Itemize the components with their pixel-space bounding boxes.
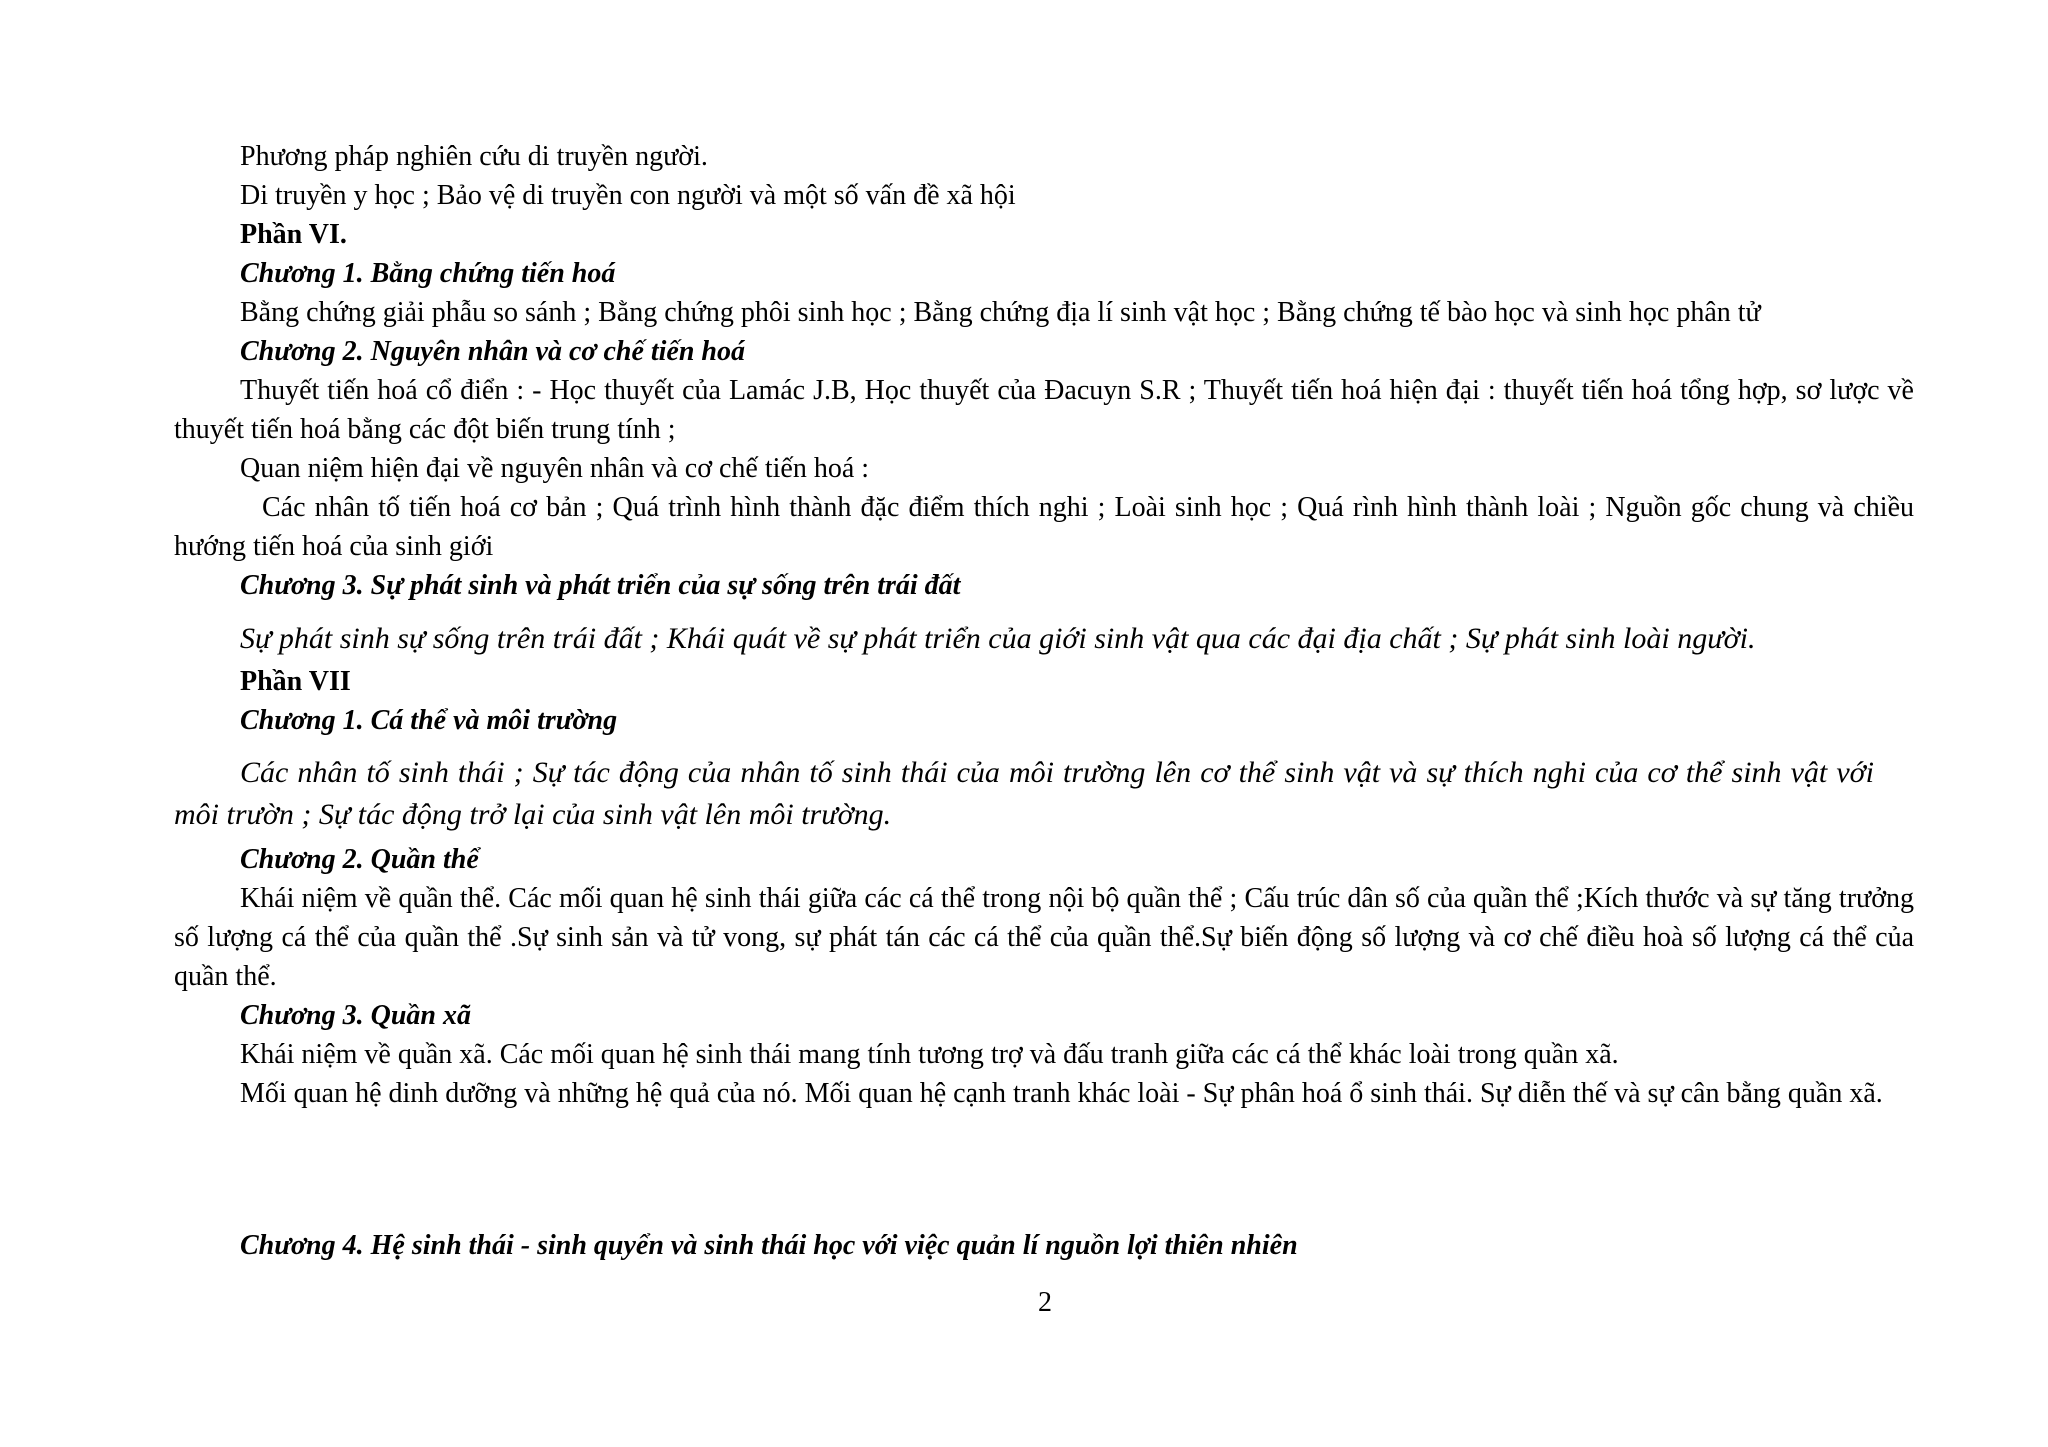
part-6-chapter-3-body: Sự phát sinh sự sống trên trái đất ; Khái quát về sự phát triển của giới sinh vật qua các đại địa chất ; Sự phát sinh loài người. <box>240 622 1756 655</box>
paragraph-medical-genetics: Di truyền y học ; Bảo vệ di truyền con người và một số vấn đề xã hội <box>240 180 1016 211</box>
part-6-chapter-2-body-1: Thuyết tiến hoá cổ điển : - Học thuyết của Lamác J.B, Học thuyết của Đacuyn S.R ; Thuyết tiến hoá hiện đại : thuyết tiến hoá tổng hợp, sơ lược về thuyết tiến hoá bằng các đột biến trung tính ; <box>174 375 1914 445</box>
part-7-chapter-1-title: Chương 1. Cá thể và môi trường <box>240 705 618 736</box>
page-number: 2 <box>1038 1287 1052 1318</box>
part-6-chapter-3-title: Chương 3. Sự phát sinh và phát triển của sự sống trên trái đất <box>240 570 961 601</box>
part-7-chapter-4-title: Chương 4. Hệ sinh thái - sinh quyển và sinh thái học với việc quản lí nguồn lợi thiên nhiên <box>240 1230 1298 1261</box>
part-7-chapter-3-title: Chương 3. Quần xã <box>240 1000 471 1031</box>
part-7-chapter-3-body-1: Khái niệm về quần xã. Các mối quan hệ sinh thái mang tính tương trợ và đấu tranh giữa các cá thể khác loài trong quần xã. <box>240 1039 1619 1070</box>
part-6-chapter-2-body-3: Các nhân tố tiến hoá cơ bản ; Quá trình hình thành đặc điểm thích nghi ; Loài sinh học ; Quá rình hình thành loài ; Nguồn gốc chung và chiều hướng tiến hoá của sinh giới <box>174 492 1914 562</box>
part-6-chapter-2-title: Chương 2. Nguyên nhân và cơ chế tiến hoá <box>240 336 745 367</box>
part-6-heading: Phần VI. <box>240 219 347 250</box>
part-7-chapter-1-body: Các nhân tố sinh thái ; Sự tác động của nhân tố sinh thái của môi trường lên cơ thể sinh vật và sự thích nghi của cơ thể sinh vật với môi trườn ; Sự tác động trở lại của sinh vật lên môi trường. <box>174 756 1874 831</box>
part-6-chapter-2-body-2: Quan niệm hiện đại về nguyên nhân và cơ chế tiến hoá : <box>240 453 870 484</box>
part-7-chapter-3-body-2: Mối quan hệ dinh dưỡng và những hệ quả của nó. Mối quan hệ cạnh tranh khác loài - Sự phân hoá ổ sinh thái. Sự diễn thế và sự cân bằng quần xã. <box>240 1078 1883 1109</box>
part-6-chapter-1-title: Chương 1. Bằng chứng tiến hoá <box>240 258 616 289</box>
part-7-heading: Phần VII <box>240 666 351 697</box>
part-7-chapter-2-title: Chương 2. Quần thể <box>240 844 479 875</box>
paragraph-human-genetics-methods: Phương pháp nghiên cứu di truyền người. <box>240 141 708 172</box>
part-6-chapter-1-body: Bằng chứng giải phẫu so sánh ; Bằng chứng phôi sinh học ; Bằng chứng địa lí sinh vật học ; Bằng chứng tế bào học và sinh học phân tử <box>240 297 1761 328</box>
part-7-chapter-2-body: Khái niệm về quần thể. Các mối quan hệ sinh thái giữa các cá thể trong nội bộ quần thể ; Cấu trúc dân số của quần thể ;Kích thước và sự tăng trưởng số lượng cá thể của quần thể .Sự sinh sản và tử vong, sự phát tán các cá thể của quần thể.Sự biến động số lượng và cơ chế điều hoà số lượng cá thể của quần thể. <box>174 883 1914 992</box>
